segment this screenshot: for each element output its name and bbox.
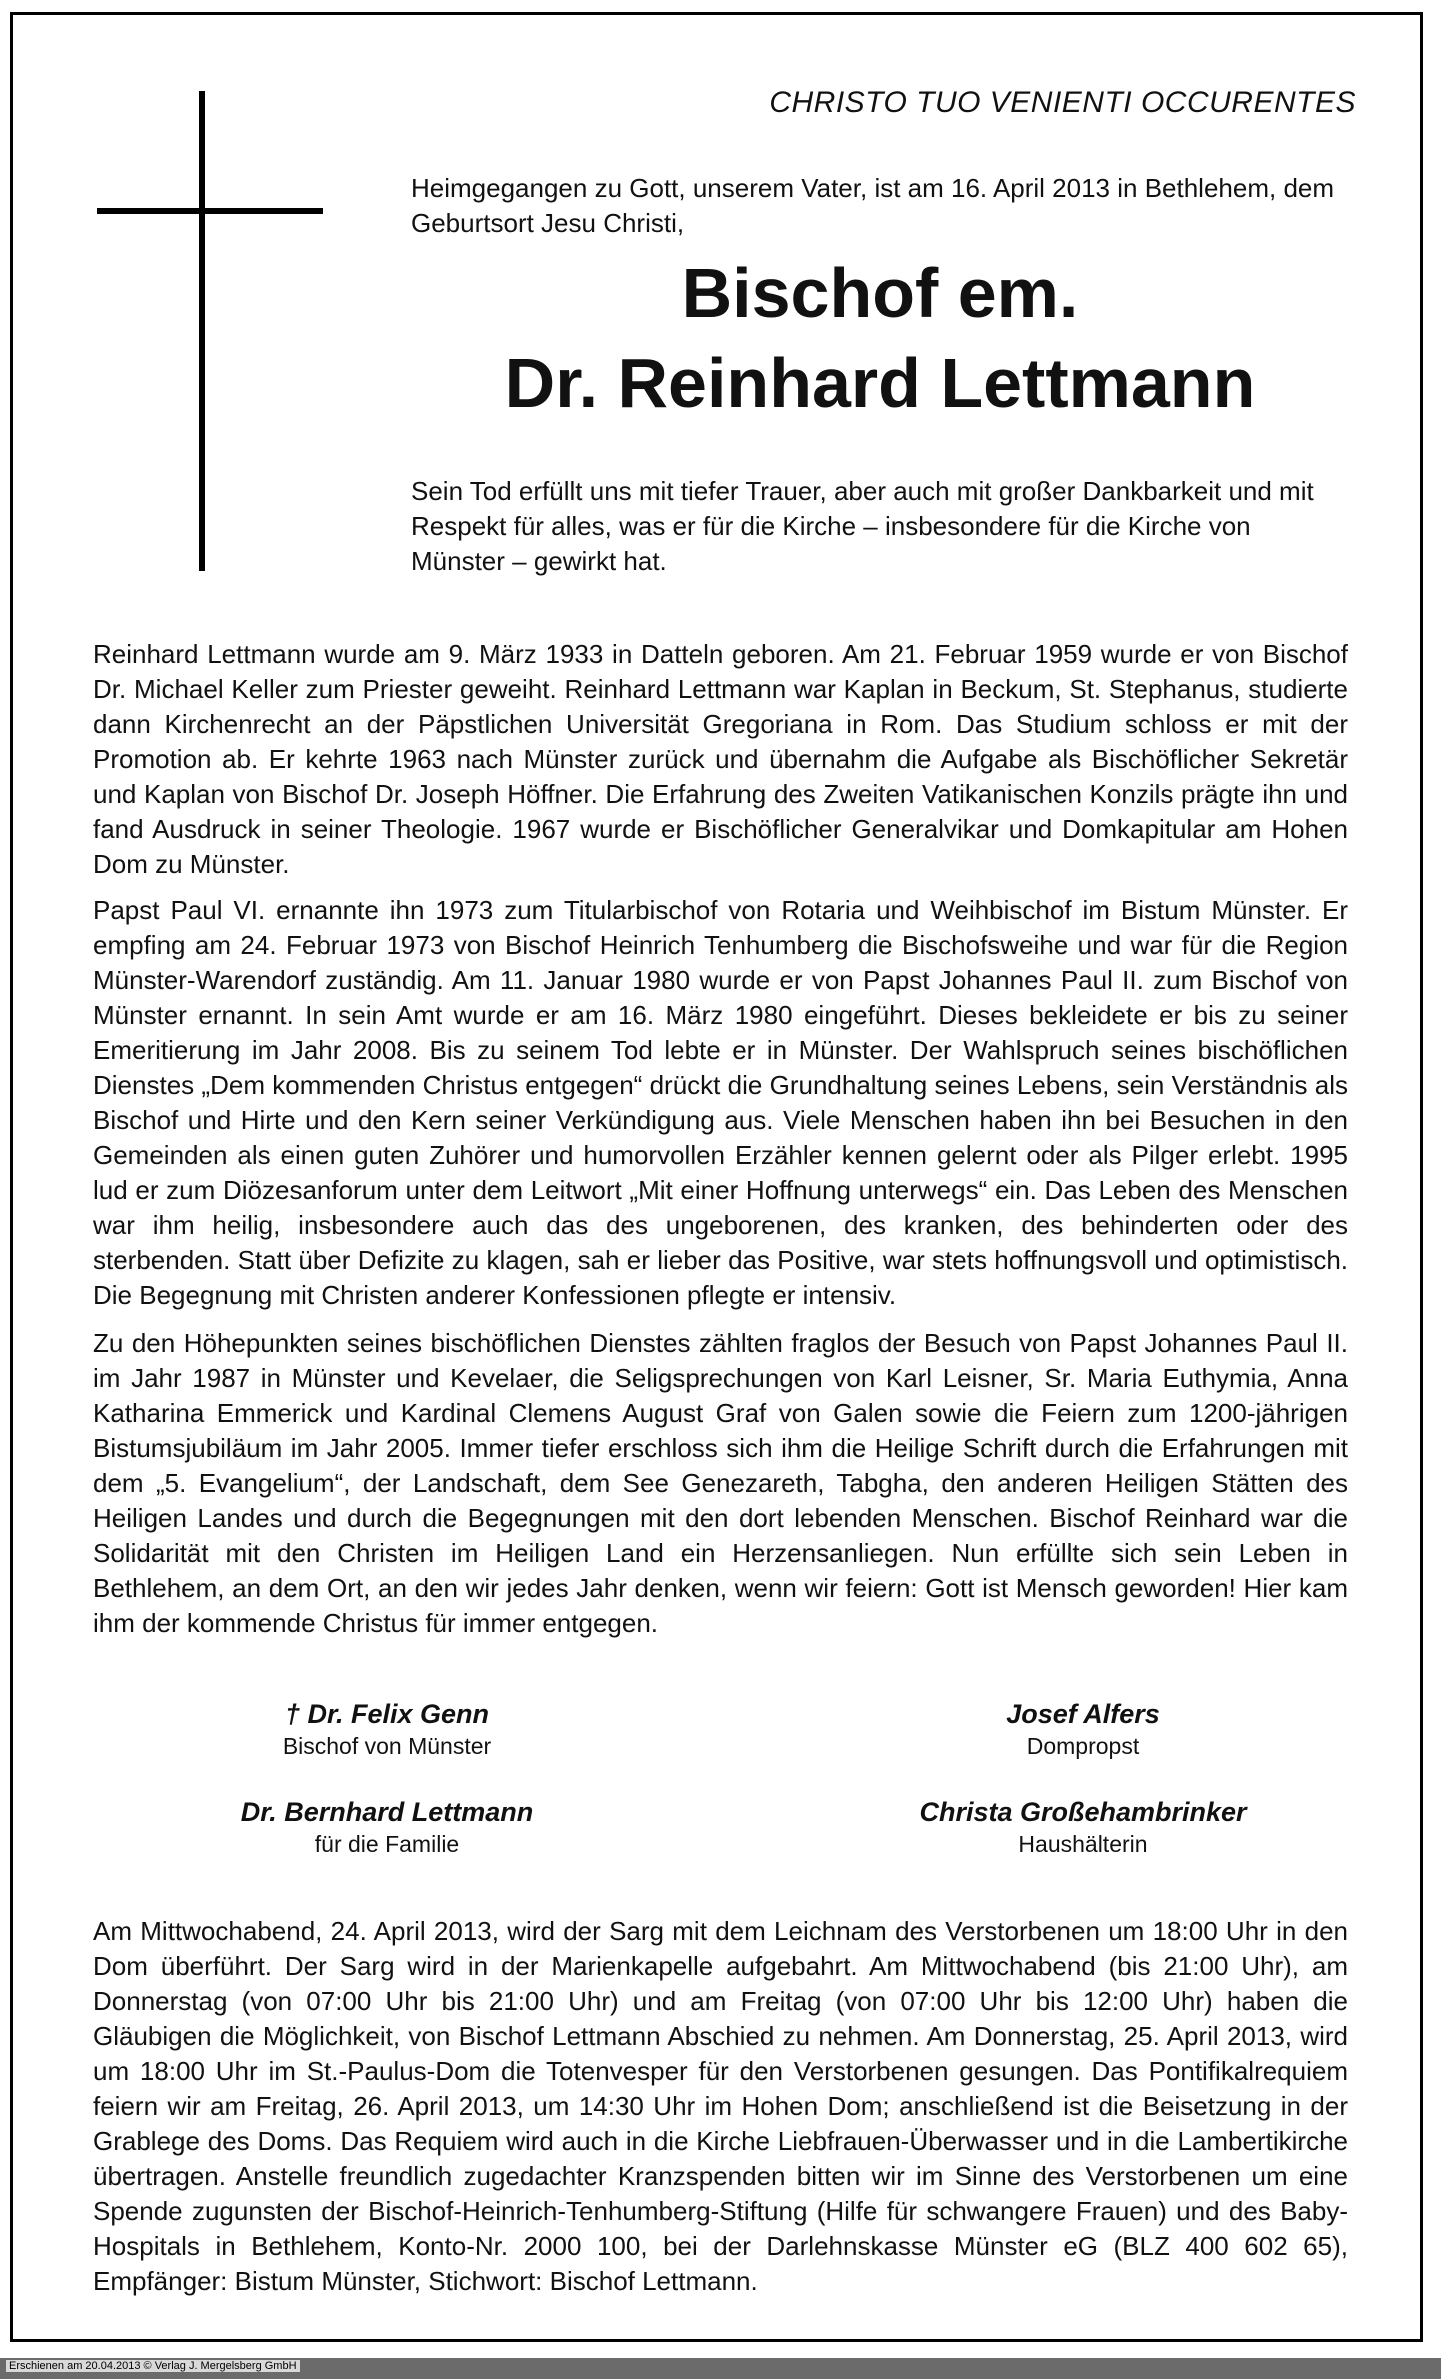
cross-icon-beam — [97, 208, 323, 214]
cross-icon — [199, 91, 205, 571]
signatory — [863, 1697, 1303, 1762]
signatory-role: Dompropst — [1026, 1733, 1140, 1759]
signatory — [167, 1697, 607, 1762]
biography-paragraph: Reinhard Lettmann wurde am 9. März 1933 in Datteln geboren. Am 21. Februar 1959 wurde er von Bischof Dr. Michael Keller zum Priester geweiht. Reinhard Lettmann war Kaplan in Beckum, St. Stephanus, studierte dann Kirchenrecht an der Päpstlichen Universität Gregoriana in Rom. Das Studium schloss er mit der Promotion ab. Er kehrte 1963 nach Münster zurück und übernahm die Aufgabe als Bischöflicher Sekretär und Kaplan von Bischof Dr. Joseph Höffner. Die Erfahrung des Zweiten Vatikanischen Konzils prägte ihn und fand Ausdruck in seiner Theologie. 1967 wurde er Bischöflicher Generalvikar und Domkapitular am Hohen Dom zu Münster. — [93, 639, 1348, 879]
funeral-details: Am Mittwochabend, 24. April 2013, wird der Sarg mit dem Leichnam des Verstorbenen um 18:00 Uhr in den Dom überführt. Der Sarg wird in der Marienkapelle aufgebahrt. Am Mittwochabend (bis 21:00 Uhr), am Donnerstag (von 07:00 Uhr bis 21:00 Uhr) und am Freitag (von 07:00 Uhr bis 12:00 Uhr) haben die Gläubigen die Möglichkeit, von Bischof Lettmann Abschied zu nehmen. Am Donnerstag, 25. April 2013, wird um 18:00 Uhr im St.-Paulus-Dom die Totenvesper für den Verstorbenen gesungen. Das Pontifikalrequiem feiern wir am Freitag, 26. April 2013, um 14:30 Uhr im Hohen Dom; anschließend ist die Beisetzung in der Grablege des Doms. Das Requiem wird auch in die Kirche Liebfrauen-Überwasser und in die Lambertikirche übertragen. Anstelle freundlich zugedachter Kranzspenden bitten wir im Sinne des Verstorbenen um eine Spende zugunsten der Bischof-Heinrich-Tenhumberg-Stiftung (Hilfe für schwangere Frauen) und des Baby-Hospitals in Bethlehem, Konto-Nr. 2000 100, bei der Darlehnskasse Münster eG (BLZ 400 602 65), Empfänger: Bistum Münster, Stichwort: Bischof Lettmann. — [93, 1916, 1348, 2296]
biography-paragraph: Zu den Höhepunkten seines bischöflichen Dienstes zählten fraglos der Besuch von Papst Johannes Paul II. im Jahr 1987 in Münster und Kevelaer, die Seligsprechungen von Karl Leisner, Sr. Maria Euthymia, Anna Katharina Emmerick und Kardinal Clemens August Graf von Galen sowie die Feiern zum 1200-jährigen Bistumsjubiläum im Jahr 2005. Immer tiefer erschloss sich ihm die Heilige Schrift durch die Erfahrungen mit dem „5. Evangelium“, der Landschaft, dem See Genezareth, Tabgha, den anderen Heiligen Stätten des Heiligen Landes und durch die Begegnungen mit den dort lebenden Menschen. Bischof Reinhard war die Solidarität mit den Christen im Heiligen Land ein Herzensanliegen. Nun erfüllte sich sein Leben in Bethlehem, an dem Ort, an den wir jedes Jahr denken, wenn wir feiern: Gott ist Mensch geworden! Hier kam ihm der kommende Christus für immer entgegen. — [93, 1328, 1348, 1638]
motto: CHRISTO TUO VENIENTI OCCURENTES — [769, 86, 1356, 119]
intro-text: Heimgegangen zu Gott, unserem Vater, ist am 16. April 2013 in Bethlehem, dem Geburtsort Jesu Christi, — [411, 173, 1335, 238]
deceased-title — [380, 248, 1380, 428]
signatory-name: Dr. Bernhard Lettmann — [240, 1797, 534, 1827]
signatory-name: Josef Alfers — [1006, 1699, 1160, 1729]
signatory-name: Christa Großehambrinker — [919, 1797, 1247, 1827]
title-line-2: Dr. Reinhard Lettmann — [504, 344, 1256, 422]
signatory-role: Haushälterin — [1018, 1831, 1148, 1857]
publication-footer: Erschienen am 20.04.2013 © Verlag J. Mergelsberg GmbH — [6, 2360, 300, 2372]
signatory-name: † Dr. Felix Genn — [284, 1699, 490, 1729]
title-line-1: Bischof em. — [681, 254, 1079, 332]
biography-paragraph: Papst Paul VI. ernannte ihn 1973 zum Titularbischof von Rotaria und Weihbischof im Bistum Münster. Er empfing am 24. Februar 1973 von Bischof Heinrich Tenhumberg die Bischofsweihe und war für die Region Münster-Warendorf zuständig. Am 11. Januar 1980 wurde er von Papst Johannes Paul II. zum Bischof von Münster ernannt. In sein Amt wurde er am 16. März 1980 eingeführt. Dieses bekleidete er bis zu seiner Emeritierung im Jahr 2008. Bis zu seinem Tod lebte er in Münster. Der Wahlspruch seines bischöflichen Dienstes „Dem kommenden Christus entgegen“ drückt die Grundhaltung seines Lebens, sein Verständnis als Bischof und Hirte und den Kern seiner Verkündigung aus. Viele Menschen haben ihn bei Besuchen in den Gemeinden als einen guten Zuhörer und humorvollen Erzähler kennen gelernt oder als Pilger erlebt. 1995 lud er zum Diözesanforum unter dem Leitwort „Mit einer Hoffnung unterwegs“ ein. Das Leben des Menschen war ihm heilig, insbesondere auch das des ungeborenen, des kranken, des behinderten oder des sterbenden. Statt über Defizite zu klagen, sah er lieber das Positive, war stets hoffnungsvoll und optimistisch. Die Begegnung mit Christen anderer Konfessionen pflegte er intensiv. — [93, 895, 1348, 1310]
signatory-role: Bischof von Münster — [282, 1733, 492, 1759]
signatory — [863, 1795, 1303, 1860]
signatory-role: für die Familie — [314, 1831, 460, 1857]
tribute-text: Sein Tod erfüllt uns mit tiefer Trauer, aber auch mit großer Dankbarkeit und mit Respekt für alles, was er für die Kirche – insbesondere für die Kirche von Münster – gewirkt hat. — [411, 476, 1314, 576]
signatory — [167, 1795, 607, 1860]
